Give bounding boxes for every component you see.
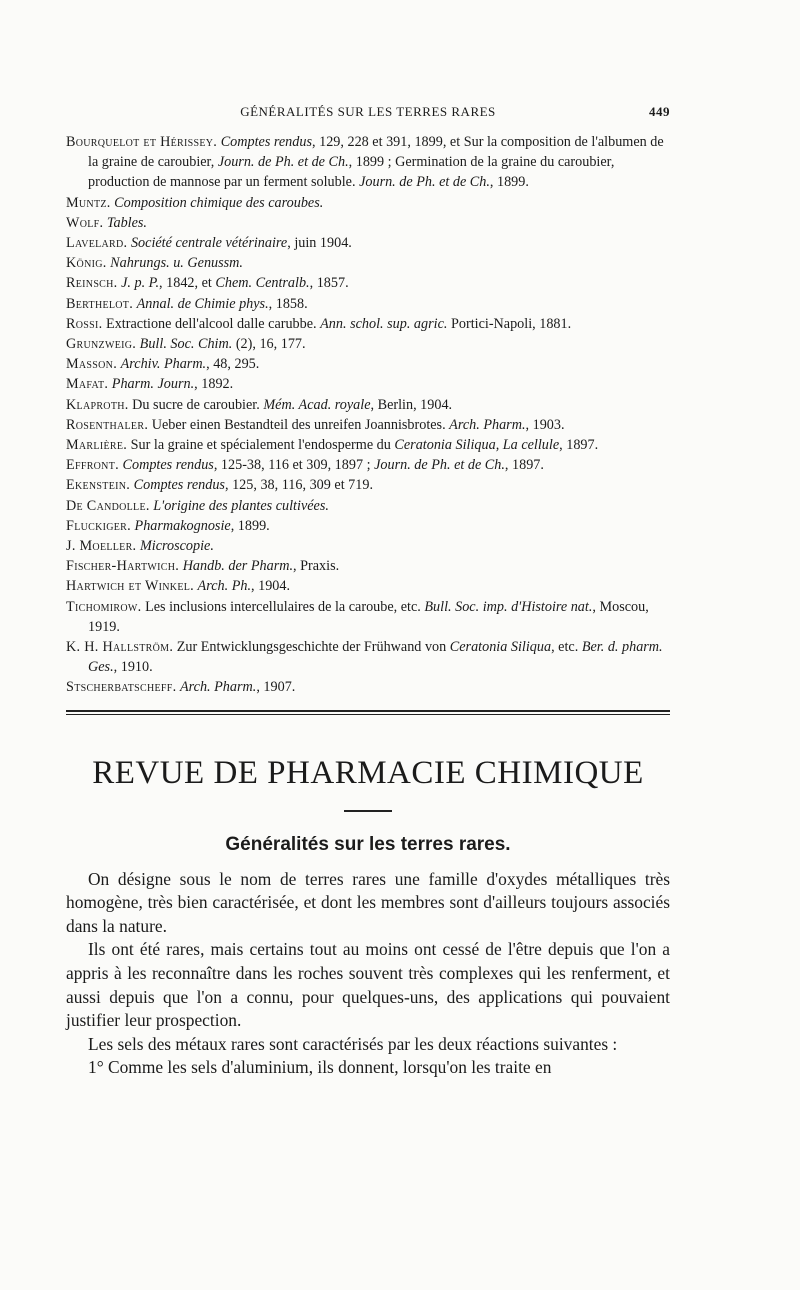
reference-text: , etc.	[551, 639, 582, 656]
page-number: 449	[649, 104, 670, 119]
reference-text: , 1857.	[309, 275, 349, 292]
reference-text: , 1910.	[113, 659, 153, 676]
document-page	[66, 98, 670, 1080]
reference-text: , 1897.	[504, 457, 544, 474]
reference-italic-text: Arch. Ph.	[197, 578, 251, 595]
reference-italic-text: Ceratonia Siliqua, La cellule	[394, 437, 560, 454]
title-underline-rule	[344, 810, 392, 812]
reference-entry	[66, 233, 670, 253]
reference-text: , Praxis.	[293, 558, 340, 575]
reference-italic-text: Tables.	[106, 214, 147, 231]
reference-text: , 1907.	[256, 679, 296, 696]
reference-author: Wolf.	[66, 214, 104, 231]
reference-entry	[66, 374, 670, 394]
reference-italic-text: Archiv. Pharm.	[120, 356, 207, 373]
reference-text: , 125, 38, 116, 309 et 719.	[224, 477, 374, 494]
reference-italic-text: Journ. de Ph. et de Ch.	[359, 174, 490, 191]
reference-text: , 1842, et	[159, 275, 216, 292]
reference-text: Sur la graine et spécialement l'endosperme du	[127, 437, 395, 454]
body-paragraph: Ils ont été rares, mais certains tout au moins ont cessé de l'être depuis que l'on a appris à les reconnaître dans les roches souvent très complexes qui les renferment, et aussi depuis que l'on a connu, pour quelques-uns, des applications qui pouvaient justifier leur prospection.	[66, 939, 670, 1031]
reference-author: Fluckiger.	[66, 517, 131, 534]
reference-entry	[66, 536, 670, 556]
reference-italic-text: Société centrale vétérinaire	[130, 235, 288, 252]
reference-text: , juin 1904.	[287, 235, 352, 252]
body-text	[66, 868, 670, 1080]
section-title: Généralités sur les terres rares.	[225, 833, 511, 855]
body-paragraph: 1° Comme les sels d'aluminium, ils donnent, lorsqu'on les traite en	[88, 1057, 552, 1078]
reference-text: Zur Entwicklungsgeschichte der Frühwand von	[173, 639, 450, 656]
reference-italic-text: Journ. de Ph. et de Ch.	[217, 154, 349, 171]
reference-author: Bourquelot et Hérissey.	[66, 134, 218, 150]
journal-title: REVUE DE PHARMACIE CHIMIQUE	[92, 754, 644, 791]
reference-entry	[66, 314, 670, 334]
reference-text: , 125-38, 116 et 309, 1897 ;	[213, 457, 375, 474]
reference-author: Mafat.	[66, 376, 109, 393]
reference-italic-text: Bull. Soc. imp. d'Histoire nat.	[424, 598, 593, 615]
reference-entry	[66, 516, 670, 536]
reference-text: Extractione dell'alcool dalle carubbe.	[102, 315, 321, 332]
reference-author: Rossi.	[66, 315, 103, 332]
reference-entry	[66, 496, 670, 516]
reference-author: Rosenthaler.	[66, 416, 149, 433]
reference-author: K. H. Hallström.	[66, 639, 174, 656]
reference-text: , Berlin, 1904.	[370, 396, 453, 413]
reference-italic-text: Comptes rendus	[133, 477, 225, 494]
reference-text: , 1899.	[489, 174, 529, 191]
reference-text: Les inclusions intercellulaires de la caroube, etc.	[141, 598, 425, 615]
reference-entry	[66, 435, 670, 455]
reference-entry	[66, 455, 670, 475]
reference-text: Du sucre de caroubier.	[128, 396, 264, 413]
reference-author: Fischer-Hartwich.	[66, 558, 180, 575]
body-paragraph: On désigne sous le nom de terres rares une famille d'oxydes métalliques très homogène, très bien caractérisée, et dont les membres sont d'ailleurs toujours associés dans la nature.	[66, 868, 670, 936]
reference-italic-text: Composition chimique des caroubes.	[114, 194, 324, 211]
reference-entry	[66, 334, 670, 354]
reference-italic-text: Ber. d. pharm. Ges.	[88, 639, 663, 676]
reference-author: Lavelard.	[66, 235, 128, 252]
reference-author: Grunzweig.	[66, 336, 137, 353]
reference-entry	[66, 273, 670, 293]
reference-text: Ueber einen Bestandteil des unreifen Joannisbrotes.	[148, 416, 450, 433]
reference-entry	[66, 395, 670, 415]
reference-italic-text: Arch. Pharm.	[180, 679, 257, 696]
reference-entry	[66, 677, 670, 697]
body-paragraph: Les sels des métaux rares sont caractérisés par les deux réactions suivantes :	[88, 1033, 618, 1054]
running-head	[66, 98, 670, 124]
reference-author: Muntz.	[66, 194, 111, 211]
reference-italic-text: Mém. Acad. royale	[263, 396, 371, 413]
reference-italic-text: Pharm. Journ.	[111, 376, 195, 393]
reference-entry	[66, 597, 670, 637]
reference-entry	[66, 294, 670, 314]
reference-italic-text: Comptes rendus	[122, 457, 214, 474]
reference-text: , Moscou, 1919.	[88, 598, 649, 635]
reference-author: Masson.	[66, 356, 118, 373]
reference-author: J. Moeller.	[66, 538, 137, 555]
reference-author: Reinsch.	[66, 275, 118, 292]
reference-italic-text: Arch. Pharm.	[449, 416, 526, 433]
reference-text: , 1897.	[559, 437, 599, 454]
reference-author: Berthelot.	[66, 295, 134, 312]
reference-italic-text: Microscopie.	[139, 538, 214, 555]
reference-italic-text: Ceratonia Siliqua	[449, 639, 552, 656]
reference-italic-text: Journ. de Ph. et de Ch.	[374, 457, 505, 474]
reference-author: De Candolle.	[66, 497, 150, 514]
reference-author: Hartwich et Winkel.	[66, 578, 194, 595]
reference-text: (2), 16, 177.	[232, 336, 306, 353]
reference-entry	[66, 475, 670, 495]
reference-author: Klaproth.	[66, 396, 129, 413]
reference-author: Stscherbatscheff.	[66, 679, 177, 696]
reference-entry	[66, 253, 670, 273]
reference-text: , 1858.	[268, 295, 308, 312]
reference-author: König.	[66, 255, 107, 272]
reference-entry	[66, 193, 670, 213]
reference-italic-text: L'origine des plantes cultivées.	[153, 497, 329, 514]
reference-text: Portici-Napoli, 1881.	[447, 315, 572, 332]
reference-entry	[66, 213, 670, 233]
reference-italic-text: Annal. de Chimie phys.	[136, 295, 269, 312]
reference-italic-text: Pharmakognosie	[134, 517, 231, 534]
reference-text: , 129, 228 et 391, 1899, et Sur la composition de l'albumen de la graine de caroubier,	[88, 134, 664, 171]
reference-entry	[66, 415, 670, 435]
reference-entry	[66, 556, 670, 576]
reference-italic-text: Comptes rendus	[220, 134, 312, 150]
reference-text: , 1892.	[194, 376, 234, 393]
reference-text: , 1904.	[251, 578, 291, 595]
reference-italic-text: Bull. Soc. Chim.	[139, 336, 233, 353]
running-head-title: GÉNÉRALITÉS SUR LES TERRES RARES	[240, 104, 496, 119]
reference-entry	[66, 637, 670, 677]
double-rule-divider	[66, 710, 670, 715]
reference-entry	[66, 354, 670, 374]
reference-author: Tichomirow.	[66, 598, 142, 615]
reference-italic-text: J. p. P.	[121, 275, 160, 292]
reference-list	[66, 132, 670, 698]
reference-italic-text: Nahrungs. u. Genussm.	[110, 255, 243, 272]
reference-author: Marlière.	[66, 437, 128, 454]
reference-italic-text: Handb. der Pharm.	[182, 558, 294, 575]
reference-author: Ekenstein.	[66, 477, 131, 494]
reference-text: , 1903.	[525, 416, 565, 433]
reference-author: Effront.	[66, 457, 119, 474]
reference-text: , 1899.	[230, 517, 270, 534]
reference-text: , 48, 295.	[206, 356, 260, 373]
reference-text: , 1899 ; Germination de la graine du caroubier, production de mannose par un ferment soluble.	[88, 154, 615, 191]
reference-entry	[66, 132, 670, 193]
reference-italic-text: Ann. schol. sup. agric.	[320, 315, 448, 332]
reference-entry	[66, 576, 670, 596]
reference-italic-text: Chem. Centralb.	[215, 275, 310, 292]
